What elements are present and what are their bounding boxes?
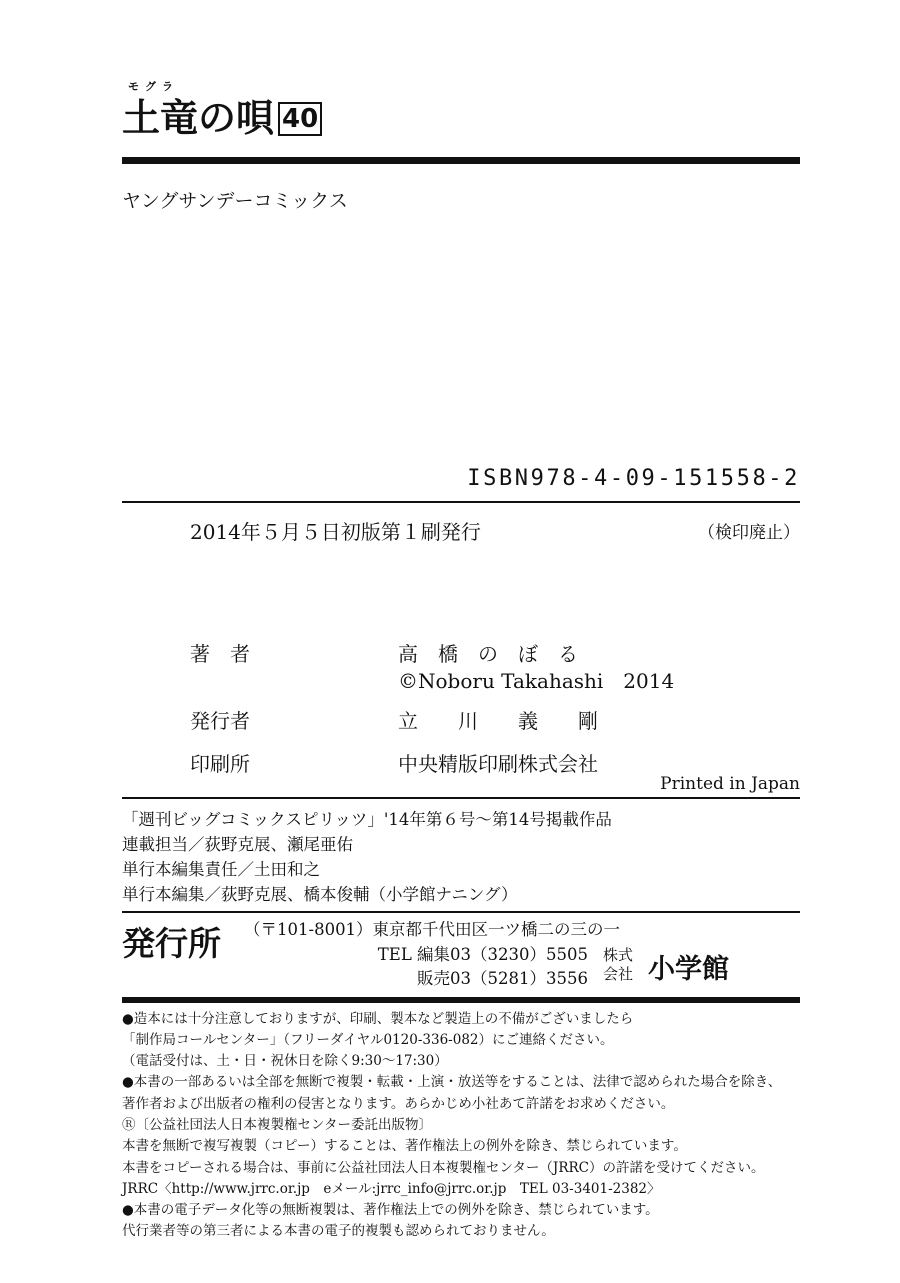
copyright: ©Noboru Takahashi 2014 — [398, 669, 675, 693]
company-type — [603, 946, 633, 984]
credit-publisher: 立 川 義 剛 — [398, 709, 598, 733]
rule — [122, 911, 800, 913]
publisher-tel-edit: TEL 編集03（3230）5505 — [377, 945, 588, 964]
isbn: ISBN978-4-09-151558-2 — [467, 466, 800, 491]
title-main: 土竜の唄 — [122, 96, 275, 140]
notice-line: 本書をコピーされる場合は、事前に公益社団法人日本複製権センター（JRRC）の許諾を受けてください。 — [122, 1160, 765, 1176]
notice-line: 「制作局コールセンター」（フリーダイヤル0120-336-082）にご連絡ください。 — [122, 1032, 614, 1048]
credit-label-printer: 印刷所 — [190, 752, 250, 776]
notice-line: ●造本には十分注意しておりますが、印刷、製本など製造上の不備がございましたら — [122, 1011, 634, 1027]
credit-label-publisher: 発行者 — [190, 709, 250, 733]
notice-line: （電話受付は、土・日・祝休日を除く9:30〜17:30） — [122, 1053, 448, 1069]
publisher-address: （〒101-8001）東京都千代田区一ツ橋二の三の一 — [244, 920, 621, 939]
rule — [122, 501, 800, 503]
book-title — [122, 96, 322, 140]
notice-line: 代行業者等の第三者による本書の電子的複製も認められておりません。 — [122, 1223, 555, 1239]
imprint: ヤングサンデーコミックス — [122, 190, 348, 212]
staff-line: 単行本編集／荻野克展、橋本俊輔（小学館ナニング） — [122, 885, 518, 904]
rule — [122, 797, 800, 799]
title-ruby: モグラ — [128, 80, 179, 93]
notice-line: 著作者および出版者の権利の侵害となります。あらかじめ小社あて許諾をお求めください。 — [122, 1096, 675, 1112]
staff-line: 「週刊ビッグコミックスピリッツ」'14年第６号〜第14号掲載作品 — [122, 810, 612, 829]
edition-date: 2014年５月５日初版第１刷発行 — [190, 520, 481, 544]
notice-line: Ⓡ〔公益社団法人日本複製権センター委託出版物〕 — [122, 1117, 432, 1133]
credit-label-author: 著 者 — [190, 642, 250, 666]
notice-line: ●本書の一部あるいは全部を無断で複製・転載・上演・放送等をすることは、法律で認められた場合を除き、 — [122, 1074, 782, 1090]
publisher-name: 小学館 — [648, 954, 729, 985]
credit-author: 高 橋 の ぼ る — [398, 642, 578, 666]
publisher-tel-sales: 販売03（5281）3556 — [417, 969, 588, 988]
staff-line: 連載担当／荻野克展、瀬尾亜佑 — [122, 835, 353, 854]
notice-line: JRRC〈http://www.jrrc.or.jp eメール:jrrc_info@jrrc.or.jp TEL 03-3401-2382〉 — [122, 1181, 661, 1197]
company-type-2: 会社 — [603, 965, 634, 983]
credit-printer: 中央精版印刷株式会社 — [398, 752, 598, 776]
stamp-note: （検印廃止） — [698, 523, 800, 543]
rule-thick — [122, 997, 800, 1003]
notice-line: 本書を無断で複写複製（コピー）することは、著作権法上の例外を除き、禁じられています。 — [122, 1138, 687, 1154]
staff-line: 単行本編集責任／土田和之 — [122, 860, 320, 879]
printed-in-japan: Printed in Japan — [660, 774, 800, 794]
title-rule — [122, 157, 800, 164]
volume-number: 40 — [278, 102, 322, 136]
publisher-label: 発行所 — [122, 924, 221, 963]
company-type-1: 株式 — [603, 946, 634, 964]
notice-line: ●本書の電子データ化等の無断複製は、著作権法上での例外を除き、禁じられています。 — [122, 1202, 659, 1218]
